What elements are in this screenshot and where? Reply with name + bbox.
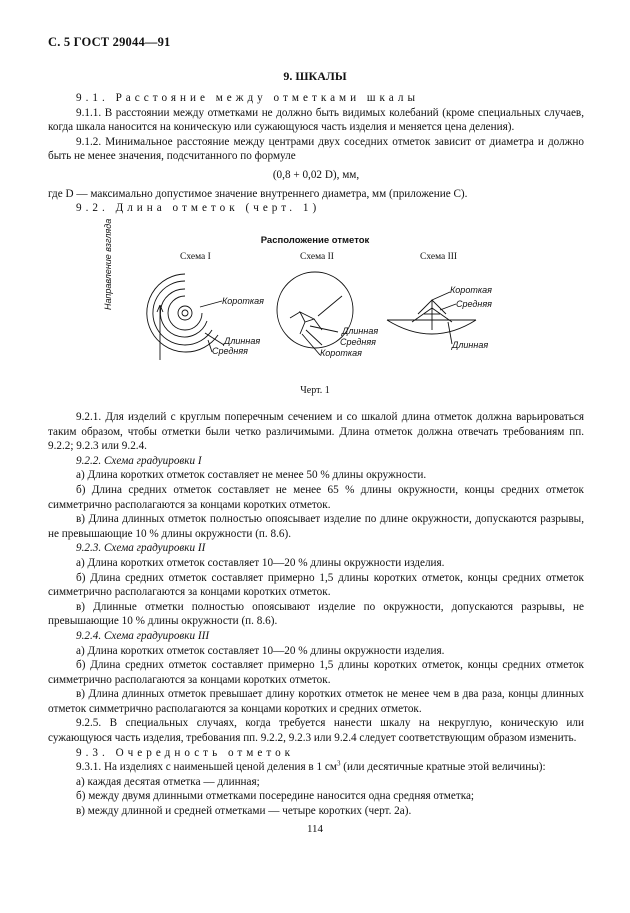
text-block-bottom — [48, 410, 584, 819]
clause-9-2-3-c: в) Длинные отметки полностью опоясывают изделие по окружности, допускаются разрывы, не превышающие 10 % длины окружности (п. 8.6). — [48, 600, 584, 628]
scheme-1-medium-label: Средняя — [212, 346, 248, 356]
clause-9-2-2: 9.2.2. Схема градуировки I — [76, 454, 202, 467]
formula: (0,8 + 0,02 D), мм, — [272, 168, 360, 181]
clause-9-3-1-end: (или десятичные кратные этой величины): — [340, 761, 546, 774]
scheme-1-short-label: Короткая — [222, 296, 264, 306]
figure-title: Расположение отметок — [260, 235, 370, 246]
clause-9-2-4: 9.2.4. Схема градуировки III — [76, 629, 210, 642]
scheme-3-medium-label: Средняя — [456, 299, 492, 309]
clause-9-2-4-b: б) Длина средних отметок составляет примерно 1,5 длины коротких отметок, концы средних отметок симметрично располагаются за концами коротких отметок. — [48, 659, 584, 686]
clause-9-3-1-superscript: 3 — [336, 759, 341, 768]
clause-9-2-1: 9.2.1. Для изделий с круглым поперечным сечением и со шкалой длина отметок должна варьироваться таким образом, чтобы отметки были четко различимыми. Длина отметок должна отвечать требованиям пп. 9.2.2; 9.2.3 или 9.2.4. — [48, 411, 584, 453]
scheme-3-short-label: Короткая — [450, 285, 492, 295]
figure-drawing — [0, 0, 630, 400]
scheme-3-long-label: Длинная — [452, 340, 489, 350]
clause-9-1-2: 9.1.2. Минимальное расстояние между центрами двух соседних отметок зависит от диаметра и должно быть не менее значения, подсчитанного по формуле — [48, 135, 584, 163]
figure-caption: Черт. 1 — [300, 385, 330, 396]
scheme-2-long-label: Длинная — [342, 326, 379, 336]
clause-9-3-1-start: 9.3.1. На изделиях с наименьшей ценой деления в 1 см — [76, 761, 337, 774]
scheme-2-short-label: Короткая — [320, 348, 362, 358]
clause-9-3-1-b: б) между двумя длинными отметками посередине наносится одна средняя отметка; — [76, 790, 475, 803]
clause-9-2-4-a: а) Длина коротких отметок составляет 10—20 % длины окружности изделия. — [76, 644, 445, 657]
page-number: 114 — [306, 823, 324, 835]
clause-9-2-2-a: а) Длина коротких отметок составляет не менее 50 % длины окружности. — [76, 469, 427, 482]
clause-9-2: 9.2. Длина отметок (черт. 1) — [76, 202, 321, 215]
clause-9-2-3: 9.2.3. Схема градуировки II — [76, 542, 206, 555]
scheme-2-label: Схема II — [300, 252, 334, 262]
scheme-2-medium-label: Средняя — [340, 337, 376, 347]
formula-explanation: где D — максимально допустимое значение внутреннего диаметра, мм (приложение С). — [48, 187, 468, 200]
clause-9-2-5: 9.2.5. В специальных случаях, когда требуется нанести шкалу на некруглую, коническую или сужающуюся часть изделия, требования пп. 9.2.2, 9.2.3 или 9.2.4 следует соответствующим образом изменить. — [48, 717, 584, 745]
scheme-1-label: Схема I — [180, 252, 211, 262]
clause-9-2-4-c: в) Длина длинных отметок превышает длину коротких отметок не менее чем в два раза, концы длинных отметок симметрично располагаются за концами коротких и средних отметок. — [48, 688, 584, 715]
clause-9-3-1-a: а) каждая десятая отметка — длинная; — [76, 775, 260, 788]
clause-9-1-1: 9.1.1. В расстоянии между отметками не должно быть видимых колебаний (кроме специальных случаев, когда шкала наносится на коническую или сужающуюся часть изделия и меняется цена деления). — [48, 106, 584, 134]
clause-9-1: 9.1. Расстояние между отметками шкалы — [76, 92, 419, 104]
clause-9-3-1 — [48, 760, 584, 775]
scheme-1-long-label: Длинная — [224, 336, 261, 346]
scheme-3-label: Схема III — [420, 252, 458, 262]
clause-9-3: 9.3. Очередность отметок — [76, 746, 295, 759]
view-direction-label: Направление взгляда — [103, 218, 113, 310]
clause-9-2-2-c: в) Длина длинных отметок полностью опоясывает изделие по длине окружности, допускаются разрывы, не превышающие 10 % длины окружности (п. 8.6). — [48, 513, 584, 540]
page-header: С. 5 ГОСТ 29044—91 — [48, 35, 171, 49]
clause-9-2-3-a: а) Длина коротких отметок составляет 10—20 % длины окружности изделия. — [76, 556, 445, 569]
clause-9-2-2-b: б) Длина средних отметок составляет не менее 65 % длины окружности, концы средних отметок симметрично располагаются за концами коротких отметок. — [48, 483, 584, 511]
clause-9-2-3-b: б) Длина средних отметок составляет примерно 1,5 длины коротких отметок, концы средних отметок симметрично располагаются за концами коротких отметок. — [48, 571, 584, 599]
section-title: 9. ШКАЛЫ — [283, 69, 347, 83]
clause-9-3-1-c: в) между длинной и средней отметками — четыре коротких (черт. 2а). — [76, 805, 412, 818]
